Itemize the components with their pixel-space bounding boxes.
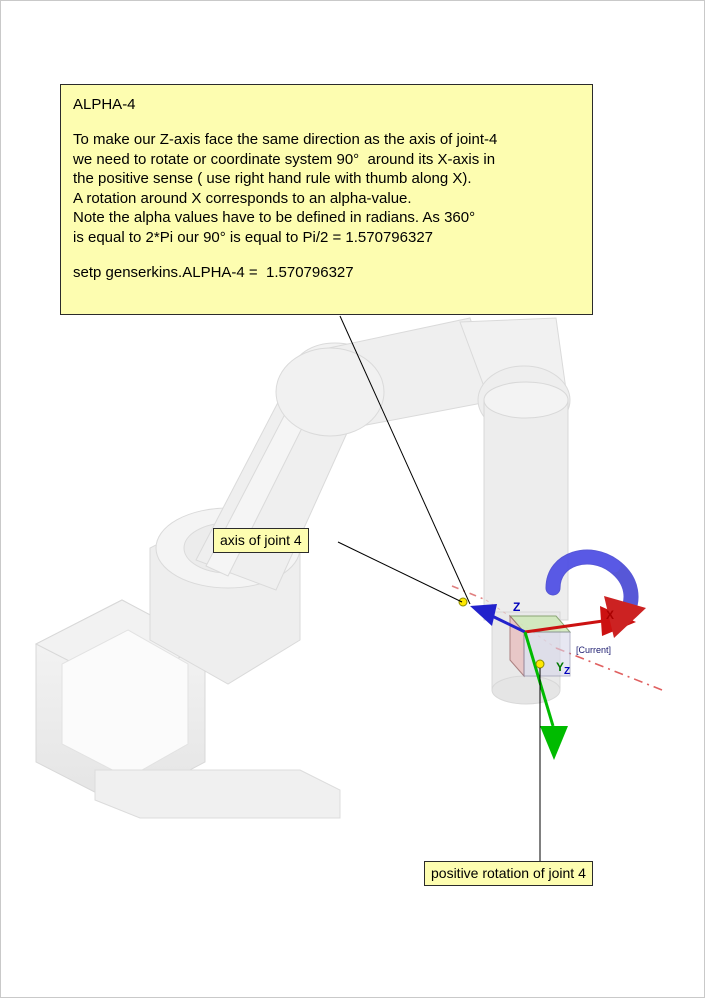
note-line-6: is equal to 2*Pi our 90° is equal to Pi/2 = 1.570796327 xyxy=(73,228,434,246)
tag-positive-rotation-of-joint-4: positive rotation of joint 4 xyxy=(424,861,593,886)
note-spacer xyxy=(73,247,580,263)
axis-label-z-small: Z xyxy=(564,666,571,677)
note-command: setp genserkins.ALPHA-4 = 1.570796327 xyxy=(73,264,354,281)
note-line-4: A rotation around X corresponds to an alpha-value. xyxy=(73,189,412,207)
note-line-2: we need to rotate or coordinate system 90° around its X-axis in xyxy=(73,150,496,168)
axis-label-z: Z xyxy=(513,600,521,614)
note-line-5: Note the alpha values have to be defined in radians. As 360° xyxy=(73,209,476,226)
note-line-1: To make our Z-axis face the same direction as the axis of joint-4 xyxy=(73,131,498,148)
note-title: ALPHA-4 xyxy=(73,96,136,113)
axis-label-x: X xyxy=(606,608,615,622)
note-line-3: the positive sense ( use right hand rule with thumb along X). xyxy=(73,170,472,187)
viewport-current-label: [Current] xyxy=(576,645,612,655)
axis-label-y: Y xyxy=(556,660,565,674)
tag-axis-of-joint-4: axis of joint 4 xyxy=(213,528,309,553)
alpha4-note-box xyxy=(60,84,593,315)
